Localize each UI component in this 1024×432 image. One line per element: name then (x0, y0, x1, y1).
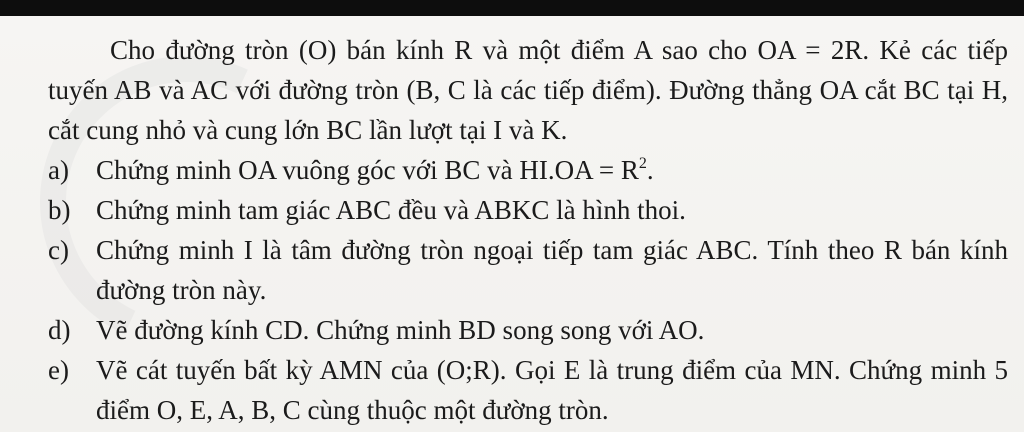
problem-item-a (48, 150, 1008, 190)
item-label: d) (48, 315, 71, 345)
problem-item-e (48, 350, 1008, 430)
item-label: b) (48, 195, 71, 225)
document-page (0, 16, 1024, 432)
problem-item-d (48, 310, 1008, 350)
item-label: e) (48, 355, 69, 385)
problem-item-c (48, 230, 1008, 310)
item-text: Chứng minh I là tâm đường tròn ngoại tiếp tam giác ABC. Tính theo R bán kính đường tròn này. (96, 235, 1008, 305)
item-superscript: 2 (638, 155, 647, 172)
item-text: Vẽ đường kính CD. Chứng minh BD song song với AO. (96, 315, 705, 345)
problem-intro: Cho đường tròn (O) bán kính R và một điểm A sao cho OA = 2R. Kẻ các tiếp tuyến AB và AC với đường tròn (B, C là các tiếp điểm). Đường thẳng OA cắt BC tại H, cắt cung nhỏ và cung lớn BC lần lượt tại I và K. (48, 35, 1008, 145)
problem-item-b (48, 190, 1008, 230)
item-text-end: . (646, 155, 654, 185)
item-label: a) (48, 155, 69, 185)
top-dark-bar (0, 0, 1024, 16)
item-text: Vẽ cát tuyến bất kỳ AMN của (O;R). Gọi E là trung điểm của MN. Chứng minh 5 điểm O, E, A, B, C cùng thuộc một đường tròn. (96, 355, 1008, 425)
item-text: Chứng minh tam giác ABC đều và ABKC là hình thoi. (96, 195, 686, 225)
item-text: Chứng minh OA vuông góc với BC và HI.OA = R (96, 155, 639, 185)
item-label: c) (48, 235, 69, 265)
problem-text (48, 30, 1008, 430)
